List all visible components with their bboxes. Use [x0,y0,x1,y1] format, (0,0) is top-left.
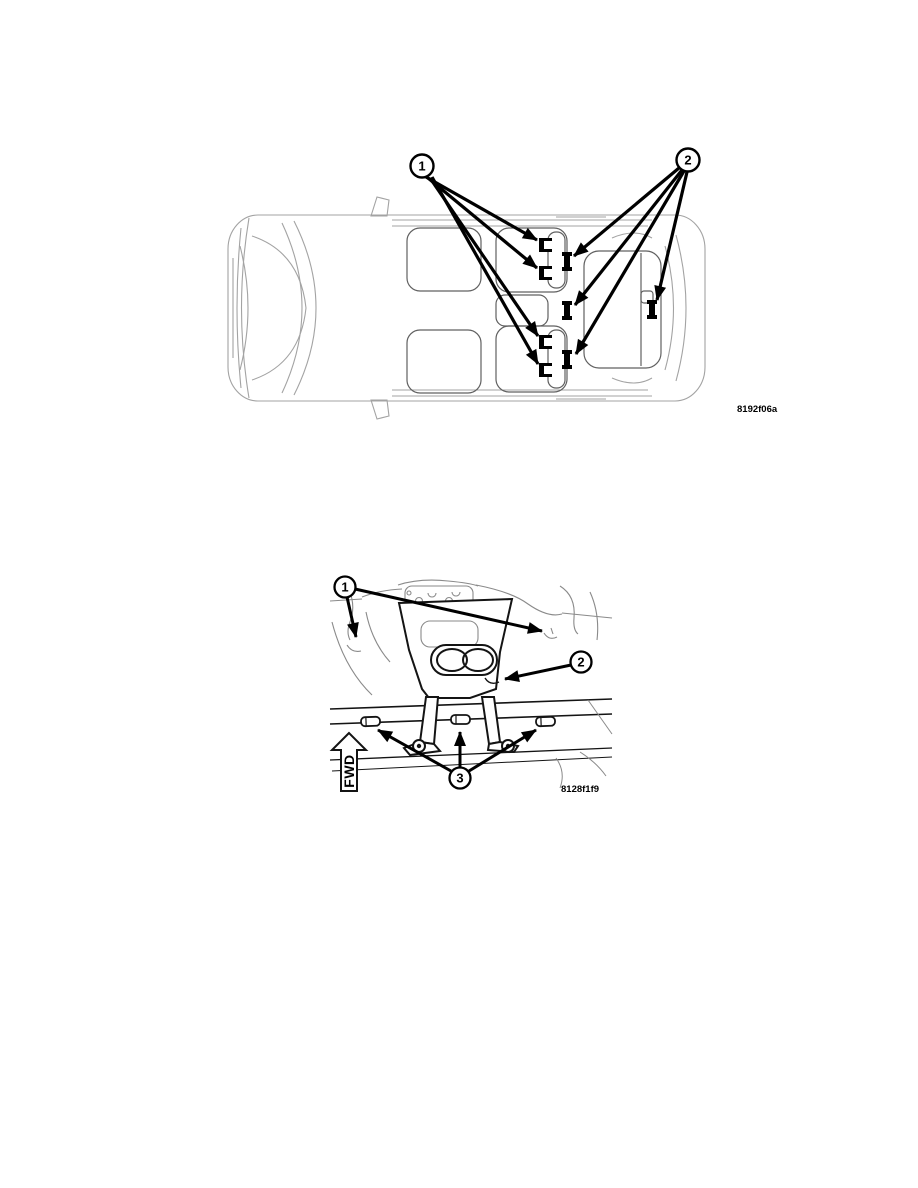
anchor-marker-bracket [539,266,553,280]
anchor-marker-bracket [539,238,553,252]
oval-cutouts [431,645,497,675]
anchor-slot [536,717,555,727]
callout-1-arrow [426,177,537,240]
figure-vehicle-top-view [190,140,802,430]
figure-code: 8128f1f9 [561,784,600,795]
figure-code: 8192f06a [737,404,778,415]
callout-arrows [426,168,687,364]
callout-2-label: 2 [577,654,585,670]
seat-riser-pedestal [399,599,512,698]
anchor-marker-bracket [539,363,553,377]
callout-2-arrow [505,665,571,679]
anchor-slot [451,715,470,724]
callout-3-arrow [469,730,536,771]
anchor-marker-ibeam [562,301,572,320]
anchor-marker-ibeam [647,300,657,319]
callout-2-arrow [576,171,684,354]
callout-2-arrow [575,170,682,305]
front-seat-right [407,330,481,393]
anchor-marker-bracket [539,335,553,349]
fwd-label: FWD [341,754,357,788]
callout-3-label: 3 [456,770,464,786]
anchor-marker-ibeam [562,252,572,271]
second-row-seat-right [496,326,567,392]
callout-1-label: 1 [341,579,349,595]
callout-3-badge [450,768,471,789]
right-mirror [371,400,389,419]
callout-1-arrow [432,177,538,364]
callout-1-badge [411,155,434,178]
callout-2-badge [571,652,592,673]
figure-seat-bracket-detail [318,565,618,805]
callout-2-badge [677,149,700,172]
anchor-slot [361,717,380,727]
callout-2-label: 2 [684,152,692,168]
anchor-marker-ibeam [562,350,572,369]
callout-2-arrow [574,168,679,256]
latch-anchor-markers [539,238,553,377]
fwd-direction-arrow [332,733,366,791]
callout-1-label: 1 [418,158,426,174]
left-mirror [371,197,389,216]
callout-1-badge [335,577,356,598]
seat-line-art [407,228,661,393]
